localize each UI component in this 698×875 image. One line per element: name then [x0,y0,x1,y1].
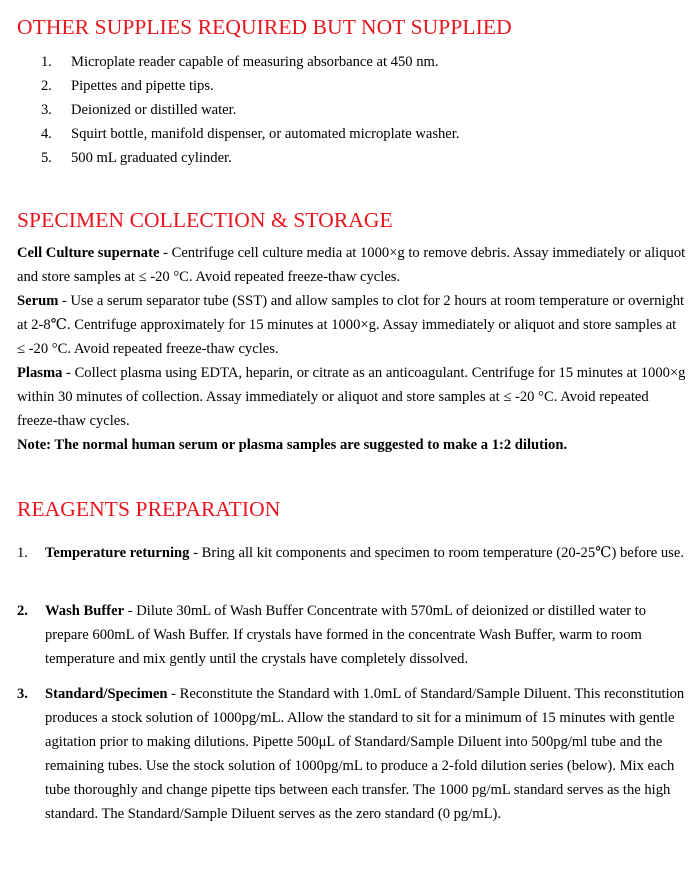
list-item [0,98,698,122]
note-text: Note: The normal human serum or plasma samples are suggested to make a 1:2 dilution. [17,437,568,453]
item-text: Pipettes and pipette tips. [71,78,214,94]
step-label: Wash Buffer [45,603,125,619]
plasma-label: Plasma [17,365,63,381]
step-text: - Bring all kit components and specimen to room temperature (20-25℃) before use. [189,545,684,561]
item-number: 4. [41,126,52,142]
step-number: 1. [17,545,28,561]
item-number: 1. [41,54,52,70]
specimen-heading: SPECIMEN COLLECTION & STORAGE [17,208,393,232]
step-text: - Reconstitute the Standard with 1.0mL of Standard/Sample Diluent. This reconstitution produces a stock solution of 1000pg/mL. Allow the standard to sit for a minimum of 15 minutes with gentle agitation prior to making dilutions. Pipette 500μL of Standard/Sample Diluent into 500pg/ml tube and the remaining tubes. Use the stock solution of 1000pg/mL to produce a 2-fold dilution series (below). Mix each tube thoroughly and change pipette tips between each transfer. The 1000 pg/mL standard serves as the high standard. The Standard/Sample Diluent serves as the zero standard (0 pg/mL). [45,686,685,822]
step-number: 3. [17,686,28,702]
reagent-step-3 [17,682,689,826]
item-text: Microplate reader capable of measuring absorbance at 450 nm. [71,54,439,70]
cell-culture-text: - Centrifuge cell culture media at 1000×g to remove debris. Assay immediately or aliquot and store samples at ≤ -20 °C. Avoid repeated freeze-thaw cycles. [17,245,686,285]
list-item [0,50,698,74]
step-label: Temperature returning [45,545,190,561]
serum-label: Serum [17,293,59,309]
cell-culture-label: Cell Culture supernate [17,245,160,261]
item-number: 2. [41,78,52,94]
item-number: 5. [41,150,52,166]
other-supplies-list [0,50,698,170]
item-text: Squirt bottle, manifold dispenser, or automated microplate washer. [71,126,460,142]
list-item [0,122,698,146]
step-text: - Dilute 30mL of Wash Buffer Concentrate with 570mL of deionized or distilled water to prepare 600mL of Wash Buffer. If crystals have formed in the concentrate Wash Buffer, warm to room temperature and mix gently until the crystals have completely dissolved. [45,603,647,667]
item-number: 3. [41,102,52,118]
item-text: Deionized or distilled water. [71,102,237,118]
specimen-cell-culture-paragraph [17,241,687,289]
item-text: 500 mL graduated cylinder. [71,150,232,166]
list-item [0,146,698,170]
reagent-step-1 [17,541,689,565]
specimen-note [17,433,687,457]
list-item [0,74,698,98]
plasma-text: - Collect plasma using EDTA, heparin, or citrate as an anticoagulant. Centrifuge for 15 minutes at 1000×g within 30 minutes of collection. Assay immediately or aliquot and store samples at ≤ -20 °C. Avoid repeated freeze-thaw cycles. [17,365,686,429]
specimen-serum-paragraph [17,289,687,361]
specimen-plasma-paragraph [17,361,687,433]
step-label: Standard/Specimen [45,686,168,702]
reagent-step-2 [17,599,689,671]
other-supplies-heading: OTHER SUPPLIES REQUIRED BUT NOT SUPPLIED [17,15,512,39]
serum-text: - Use a serum separator tube (SST) and allow samples to clot for 2 hours at room temperature or overnight at 2-8℃. Centrifuge approximately for 15 minutes at 1000×g. Assay immediately or aliquot and store samples at ≤ -20 °C. Avoid repeated freeze-thaw cycles. [17,293,685,357]
reagents-heading: REAGENTS PREPARATION [17,497,281,521]
step-number: 2. [17,603,28,619]
